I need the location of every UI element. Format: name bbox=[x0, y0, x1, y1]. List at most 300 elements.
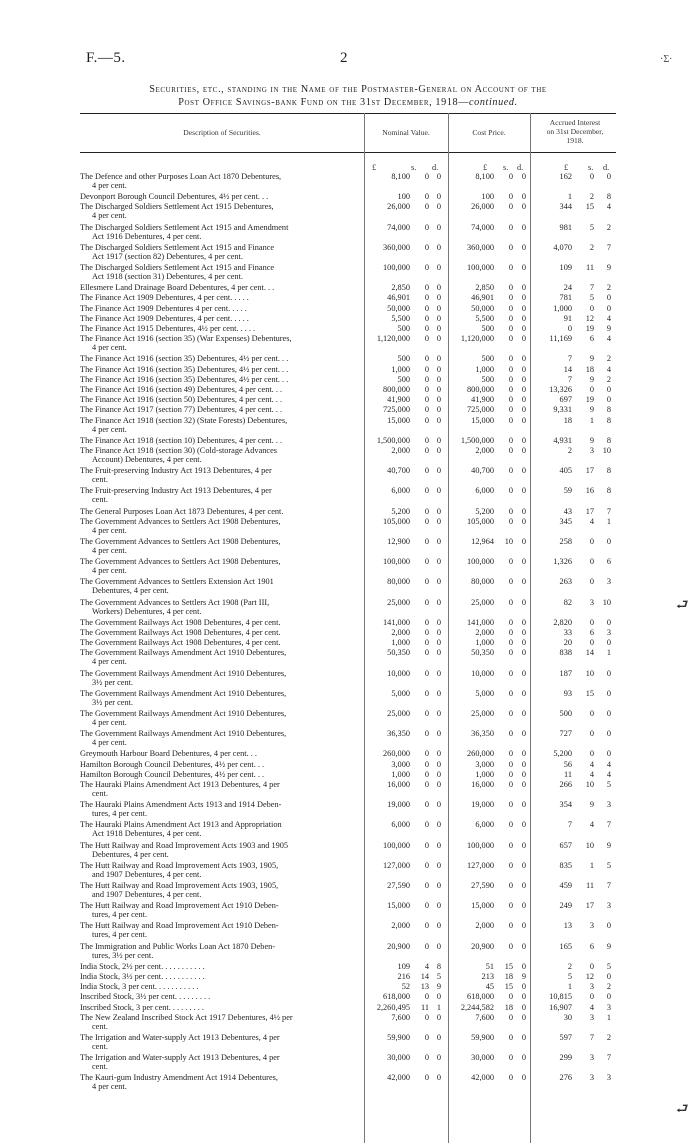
report-reference: F.—5. bbox=[86, 50, 126, 66]
accrued-interest-shillings: 17 bbox=[585, 506, 594, 516]
nominal-value-shillings: 0 bbox=[424, 820, 429, 830]
nominal-value-shillings: 0 bbox=[424, 749, 429, 759]
table-row bbox=[80, 537, 620, 556]
security-description bbox=[80, 1053, 364, 1071]
cost-price-pence: 0 bbox=[521, 192, 526, 202]
cost-price-pence: 0 bbox=[521, 668, 526, 678]
accrued-interest-pence: 8 bbox=[606, 435, 611, 445]
nominal-value-pence: 0 bbox=[436, 688, 441, 698]
description-continuation: 4 per cent. bbox=[92, 1082, 127, 1092]
cost-price-pounds: 15,000 bbox=[471, 901, 494, 911]
accrued-interest-pounds: 56 bbox=[563, 759, 572, 769]
table-row bbox=[80, 416, 620, 435]
cost-price-pence: 0 bbox=[521, 749, 526, 759]
nominal-value-shillings: 0 bbox=[424, 263, 429, 272]
table-row bbox=[80, 881, 620, 900]
description-line: The Government Railways Amendment Act 1910 Debentures, bbox=[80, 729, 287, 739]
description-continuation: 4 per cent. bbox=[92, 738, 127, 748]
cost-price-pence: 0 bbox=[521, 597, 526, 607]
accrued-interest-pence: 0 bbox=[606, 729, 611, 739]
cost-price-pence: 0 bbox=[521, 202, 526, 212]
accrued-interest-pence: 0 bbox=[606, 638, 611, 648]
nominal-value-pounds: 1,500,000 bbox=[376, 435, 410, 445]
nominal-value-pence: 0 bbox=[436, 385, 441, 394]
cost-price-pence: 0 bbox=[521, 992, 526, 1002]
accrued-interest-pence: 3 bbox=[606, 1002, 611, 1012]
accrued-interest-pence: 9 bbox=[606, 263, 611, 272]
nominal-value-pence: 0 bbox=[436, 800, 441, 810]
accrued-interest-shillings: 15 bbox=[585, 688, 594, 698]
description-continuation: cent. bbox=[92, 789, 108, 799]
cost-price-pounds: 12,964 bbox=[471, 537, 494, 546]
cost-price-shillings: 0 bbox=[508, 303, 513, 313]
table-row bbox=[80, 385, 620, 395]
accrued-interest-pence: 5 bbox=[606, 780, 611, 789]
cost-price-pounds: 127,000 bbox=[467, 860, 494, 870]
nominal-value-pence: 0 bbox=[436, 709, 441, 718]
cost-price-pounds: 360,000 bbox=[467, 242, 494, 252]
accrued-interest-shillings: 10 bbox=[585, 780, 594, 789]
table-row bbox=[80, 841, 620, 860]
table-row bbox=[80, 972, 620, 982]
description-line: The Government Advances to Settlers Act 1908 Debentures, bbox=[80, 537, 281, 546]
description-continuation: tures, 4 per cent. bbox=[92, 930, 148, 940]
description-line: The Hauraki Plains Amendment Act 1913 and Appropriation bbox=[80, 820, 282, 830]
cost-price-pounds: 1,500,000 bbox=[460, 435, 494, 445]
accrued-interest-pence: 4 bbox=[606, 334, 611, 344]
table-row bbox=[80, 1003, 620, 1013]
description-line: The Government Advances to Settlers Act 1908 Debentures, bbox=[80, 516, 281, 526]
column-header-nominal: Nominal Value. bbox=[382, 128, 430, 137]
cost-price-pence: 0 bbox=[521, 435, 526, 445]
nominal-value-pence: 0 bbox=[436, 192, 441, 202]
nominal-value-pence: 0 bbox=[436, 313, 441, 323]
nominal-value-shillings: 0 bbox=[424, 435, 429, 445]
security-description bbox=[80, 375, 364, 384]
nominal-value-pounds: 500 bbox=[397, 354, 410, 364]
nominal-value-pence: 0 bbox=[436, 668, 441, 678]
accrued-interest-pence: 8 bbox=[606, 466, 611, 476]
accrued-interest-shillings: 3 bbox=[589, 597, 594, 607]
cost-price-pounds: 2,000 bbox=[475, 628, 494, 637]
nominal-value-pounds: 25,000 bbox=[387, 597, 410, 607]
cost-price-shillings: 0 bbox=[508, 486, 513, 496]
table-row bbox=[80, 172, 620, 191]
table-row bbox=[80, 942, 620, 961]
nominal-value-pence: 0 bbox=[436, 303, 441, 313]
nominal-value-shillings: 0 bbox=[424, 597, 429, 607]
description-continuation: tures, 3½ per cent. bbox=[92, 950, 154, 960]
nominal-value-shillings: 0 bbox=[424, 192, 429, 202]
cost-price-pence: 0 bbox=[521, 769, 526, 779]
cost-price-pounds: 5,000 bbox=[475, 688, 494, 698]
nominal-value-pence: 0 bbox=[436, 1012, 441, 1022]
cost-price-pence: 0 bbox=[521, 354, 526, 364]
accrued-interest-shillings: 0 bbox=[589, 992, 594, 1002]
cost-price-pence: 0 bbox=[521, 446, 526, 455]
accrued-interest-pounds: 10,815 bbox=[549, 992, 572, 1002]
accrued-interest-shillings: 1 bbox=[589, 860, 594, 870]
cost-price-pence: 0 bbox=[521, 486, 526, 496]
security-description bbox=[80, 729, 364, 747]
cost-price-pence: 0 bbox=[521, 881, 526, 890]
description-line: The Finance Act 1909 Debentures, 4 per cent. . . . . bbox=[80, 293, 249, 303]
accrued-interest-pounds: 187 bbox=[559, 668, 572, 678]
cost-price-pounds: 100,000 bbox=[467, 263, 494, 272]
title-continued: continued. bbox=[469, 97, 518, 108]
cost-price-pence: 0 bbox=[521, 415, 526, 425]
security-description bbox=[80, 669, 364, 687]
security-description bbox=[80, 841, 364, 859]
accrued-interest-shillings: 9 bbox=[589, 800, 594, 810]
accrued-interest-pence: 0 bbox=[606, 992, 611, 1002]
description-line: The Finance Act 1916 (section 50) Debentures, 4 per cent. . . bbox=[80, 395, 283, 405]
accrued-interest-shillings: 6 bbox=[589, 941, 594, 951]
table-row bbox=[80, 598, 620, 617]
accrued-interest-pence: 0 bbox=[606, 617, 611, 627]
accrued-interest-shillings: 6 bbox=[589, 628, 594, 637]
table-row bbox=[80, 283, 620, 293]
cost-price-shillings: 0 bbox=[508, 759, 513, 769]
cost-price-pence: 0 bbox=[521, 648, 526, 658]
description-line: Inscribed Stock, 3½ per cent. . . . . . . . . bbox=[80, 992, 211, 1002]
nominal-value-pounds: 1,120,000 bbox=[376, 334, 410, 344]
security-description bbox=[80, 689, 364, 707]
unit-pence: d. bbox=[517, 163, 524, 172]
accrued-interest-pounds: 9,331 bbox=[553, 405, 572, 415]
table-row bbox=[80, 901, 620, 920]
cost-price-shillings: 0 bbox=[508, 415, 513, 425]
accrued-interest-shillings: 3 bbox=[589, 1012, 594, 1022]
cost-price-pence: 0 bbox=[521, 577, 526, 587]
nominal-value-pence: 1 bbox=[436, 1002, 441, 1012]
cost-price-pence: 0 bbox=[521, 1073, 526, 1083]
cost-price-pounds: 800,000 bbox=[467, 385, 494, 394]
description-line: Greymouth Harbour Board Debentures, 4 per cent. . . bbox=[80, 749, 257, 759]
nominal-value-pence: 0 bbox=[436, 820, 441, 830]
nominal-value-pence: 0 bbox=[436, 283, 441, 293]
nominal-value-shillings: 0 bbox=[424, 759, 429, 769]
cost-price-pence: 0 bbox=[521, 506, 526, 516]
nominal-value-shillings: 0 bbox=[424, 172, 429, 181]
table-row bbox=[80, 507, 620, 517]
accrued-interest-pence: 1 bbox=[606, 1012, 611, 1022]
accrued-interest-pounds: 1,000 bbox=[553, 303, 572, 313]
accrued-interest-pence: 7 bbox=[606, 1053, 611, 1063]
cost-price-pence: 0 bbox=[521, 820, 526, 830]
cost-price-pounds: 213 bbox=[481, 972, 494, 981]
description-line: Ellesmere Land Drainage Board Debentures, 4 per cent. . . bbox=[80, 283, 275, 293]
table-row bbox=[80, 962, 620, 972]
accrued-interest-pounds: 697 bbox=[559, 395, 572, 405]
nominal-value-pence: 0 bbox=[436, 921, 441, 931]
accrued-interest-pounds: 354 bbox=[559, 800, 572, 810]
cost-price-shillings: 0 bbox=[508, 881, 513, 890]
nominal-value-shillings: 0 bbox=[424, 385, 429, 394]
accrued-interest-pounds: 11 bbox=[564, 769, 572, 779]
nominal-value-shillings: 0 bbox=[424, 1012, 429, 1022]
nominal-value-pounds: 41,900 bbox=[387, 395, 410, 405]
security-description bbox=[80, 263, 364, 281]
cost-price-pounds: 42,000 bbox=[471, 1073, 494, 1083]
cost-price-pounds: 45 bbox=[485, 982, 494, 992]
nominal-value-shillings: 0 bbox=[424, 364, 429, 374]
accrued-interest-pounds: 405 bbox=[559, 466, 572, 476]
accrued-interest-shillings: 19 bbox=[585, 324, 594, 333]
description-line: The Government Railways Amendment Act 1910 Debentures, bbox=[80, 688, 287, 698]
accrued-interest-pounds: 16,907 bbox=[549, 1002, 572, 1012]
security-description bbox=[80, 324, 364, 333]
security-description bbox=[80, 749, 364, 758]
description-continuation: tures, 4 per cent. bbox=[92, 910, 148, 920]
nominal-value-pounds: 1,000 bbox=[391, 769, 410, 779]
cost-price-shillings: 0 bbox=[508, 648, 513, 658]
security-description bbox=[80, 416, 364, 434]
nominal-value-pence: 0 bbox=[436, 486, 441, 496]
description-continuation: and 1907 Debentures, 4 per cent. bbox=[92, 890, 202, 900]
accrued-interest-pence: 0 bbox=[606, 385, 611, 394]
cost-price-pence: 0 bbox=[521, 759, 526, 769]
table-row bbox=[80, 982, 620, 992]
table-row bbox=[80, 689, 620, 708]
cost-price-pence: 0 bbox=[521, 293, 526, 303]
cost-price-pounds: 3,000 bbox=[475, 759, 494, 769]
security-description bbox=[80, 861, 364, 879]
nominal-value-pounds: 5,200 bbox=[391, 506, 410, 516]
accrued-interest-shillings: 0 bbox=[589, 172, 594, 181]
cost-price-pounds: 26,000 bbox=[471, 202, 494, 212]
cost-price-shillings: 0 bbox=[508, 172, 513, 181]
accrued-interest-pence: 4 bbox=[606, 202, 611, 212]
accrued-interest-pounds: 13 bbox=[563, 921, 572, 931]
accrued-interest-pence: 7 bbox=[606, 506, 611, 516]
security-description bbox=[80, 507, 364, 516]
security-description bbox=[80, 577, 364, 595]
table-row bbox=[80, 486, 620, 505]
description-continuation: cent. bbox=[92, 475, 108, 485]
nominal-value-shillings: 0 bbox=[424, 840, 429, 850]
cost-price-pounds: 25,000 bbox=[471, 597, 494, 607]
accrued-interest-pounds: 781 bbox=[559, 293, 572, 303]
accrued-interest-shillings: 16 bbox=[585, 486, 594, 496]
cost-price-pence: 0 bbox=[521, 1012, 526, 1022]
cost-price-shillings: 0 bbox=[508, 941, 513, 951]
description-line: The Government Advances to Settlers Extension Act 1901 bbox=[80, 577, 274, 587]
accrued-interest-shillings: 0 bbox=[589, 638, 594, 648]
unit-pound: £ bbox=[372, 163, 377, 172]
accrued-interest-pounds: 981 bbox=[559, 222, 572, 232]
cost-price-shillings: 0 bbox=[508, 1033, 513, 1042]
description-line: The Defence and other Purposes Loan Act 1870 Debentures, bbox=[80, 172, 282, 181]
cost-price-shillings: 0 bbox=[508, 729, 513, 739]
nominal-value-pounds: 30,000 bbox=[387, 1053, 410, 1063]
description-line: The Hutt Railway and Road Improvement Acts 1903 and 1905 bbox=[80, 840, 289, 850]
nominal-value-pounds: 12,900 bbox=[387, 537, 410, 546]
security-description bbox=[80, 446, 364, 464]
cost-price-pence: 0 bbox=[521, 961, 526, 971]
nominal-value-pence: 0 bbox=[436, 1073, 441, 1083]
cost-price-shillings: 0 bbox=[508, 324, 513, 333]
nominal-value-pence: 0 bbox=[436, 435, 441, 445]
description-line: The Hutt Railway and Road Improvement Acts 1903, 1905, bbox=[80, 881, 279, 890]
cost-price-pence: 0 bbox=[521, 537, 526, 546]
nominal-value-pounds: 74,000 bbox=[387, 222, 410, 232]
table-row bbox=[80, 395, 620, 405]
accrued-interest-pence: 9 bbox=[606, 941, 611, 951]
nominal-value-pence: 0 bbox=[436, 263, 441, 272]
cost-price-pounds: 1,000 bbox=[475, 638, 494, 648]
accrued-interest-pounds: 500 bbox=[559, 709, 572, 718]
cost-price-shillings: 0 bbox=[508, 1053, 513, 1063]
accrued-interest-shillings: 9 bbox=[589, 354, 594, 364]
description-continuation: 4 per cent. bbox=[92, 343, 127, 353]
nominal-value-pounds: 800,000 bbox=[383, 385, 410, 394]
cost-price-shillings: 0 bbox=[508, 780, 513, 789]
corner-mark-icon: ·Σ· bbox=[660, 54, 673, 65]
description-continuation: cent. bbox=[92, 1062, 108, 1072]
accrued-interest-pence: 2 bbox=[606, 283, 611, 293]
table-row bbox=[80, 557, 620, 576]
accrued-interest-pounds: 597 bbox=[559, 1033, 572, 1042]
accrued-interest-shillings: 9 bbox=[589, 374, 594, 384]
accrued-interest-pence: 0 bbox=[606, 709, 611, 718]
nominal-value-pounds: 725,000 bbox=[383, 405, 410, 415]
description-continuation: Act 1917 (section 82) Debentures, 4 per cent. bbox=[92, 251, 243, 261]
security-description bbox=[80, 800, 364, 818]
description-line: Hamilton Borough Council Debentures, 4½ per cent. . . bbox=[80, 759, 265, 769]
description-continuation: Act 1916 Debentures, 4 per cent. bbox=[92, 231, 202, 241]
description-line: The Finance Act 1909 Debentures, 4 per cent. . . . . bbox=[80, 313, 249, 323]
table-row bbox=[80, 293, 620, 303]
accrued-interest-pounds: 13,326 bbox=[549, 385, 572, 394]
cost-price-pounds: 6,000 bbox=[475, 820, 494, 830]
nominal-value-shillings: 0 bbox=[424, 324, 429, 333]
description-line: The Finance Act 1917 (section 77) Debentures, 4 per cent. . . bbox=[80, 405, 283, 415]
table-row bbox=[80, 354, 620, 364]
cost-price-pounds: 51 bbox=[485, 961, 494, 971]
accrued-interest-shillings: 3 bbox=[589, 446, 594, 455]
accrued-interest-pence: 9 bbox=[606, 324, 611, 333]
description-line: The Irrigation and Water-supply Act 1913 Debentures, 4 per bbox=[80, 1053, 280, 1063]
security-description bbox=[80, 537, 364, 555]
nominal-value-pence: 0 bbox=[436, 446, 441, 455]
nominal-value-pounds: 100 bbox=[397, 192, 410, 202]
accrued-interest-pence: 2 bbox=[606, 982, 611, 992]
description-continuation: cent. bbox=[92, 495, 108, 505]
table-row bbox=[80, 446, 620, 465]
nominal-value-shillings: 0 bbox=[424, 405, 429, 415]
security-description bbox=[80, 1003, 364, 1012]
cost-price-pounds: 100,000 bbox=[467, 557, 494, 567]
cost-price-pence: 0 bbox=[521, 1053, 526, 1063]
nominal-value-pence: 0 bbox=[436, 769, 441, 779]
table-row bbox=[80, 770, 620, 780]
title-line-2: Post Office Savings-bank Fund on the 31st December, 1918—continued. bbox=[178, 97, 518, 108]
accrued-interest-pence: 1 bbox=[606, 516, 611, 526]
security-description bbox=[80, 354, 364, 363]
table-row bbox=[80, 618, 620, 628]
nominal-value-pence: 0 bbox=[436, 324, 441, 333]
accrued-interest-pounds: 249 bbox=[559, 901, 572, 911]
nominal-value-pence: 0 bbox=[436, 364, 441, 374]
accrued-interest-pence: 5 bbox=[606, 961, 611, 971]
accrued-interest-pence: 8 bbox=[606, 192, 611, 202]
nominal-value-pounds: 2,000 bbox=[391, 921, 410, 931]
description-line: Hamilton Borough Council Debentures, 4½ per cent. . . bbox=[80, 769, 265, 779]
cost-price-pounds: 1,000 bbox=[475, 364, 494, 374]
accrued-interest-pounds: 2,820 bbox=[553, 617, 572, 627]
description-line: The Finance Act 1909 Debentures 4 per cent. . . . . bbox=[80, 303, 247, 313]
table-row bbox=[80, 577, 620, 596]
nominal-value-pence: 5 bbox=[436, 972, 441, 981]
cost-price-shillings: 0 bbox=[508, 749, 513, 759]
accrued-interest-shillings: 18 bbox=[585, 364, 594, 374]
security-description bbox=[80, 172, 364, 190]
nominal-value-shillings: 0 bbox=[424, 628, 429, 637]
table-row bbox=[80, 669, 620, 688]
description-line: The General Purposes Loan Act 1873 Debentures, 4 per cent. bbox=[80, 506, 284, 516]
cost-price-pence: 0 bbox=[521, 385, 526, 394]
page-number: 2 bbox=[340, 50, 348, 66]
cost-price-pounds: 5,200 bbox=[475, 506, 494, 516]
cost-price-shillings: 0 bbox=[508, 577, 513, 587]
security-description bbox=[80, 223, 364, 241]
nominal-value-shillings: 4 bbox=[424, 961, 429, 971]
nominal-value-pounds: 105,000 bbox=[383, 516, 410, 526]
accrued-interest-shillings: 0 bbox=[589, 709, 594, 718]
nominal-value-shillings: 0 bbox=[424, 1033, 429, 1042]
description-line: The Discharged Soldiers Settlement Act 1915 and Amendment bbox=[80, 222, 289, 232]
cost-price-pounds: 46,901 bbox=[471, 293, 494, 303]
description-line: The Government Advances to Settlers Act 1908 Debentures, bbox=[80, 557, 281, 567]
cost-price-pence: 0 bbox=[521, 466, 526, 476]
description-line: The Finance Act 1915 Debentures, 4½ per cent. . . . . bbox=[80, 324, 256, 333]
accrued-interest-pounds: 4,931 bbox=[553, 435, 572, 445]
description-line: The Fruit-preserving Industry Act 1913 Debentures, 4 per bbox=[80, 466, 272, 476]
cost-price-pence: 0 bbox=[521, 242, 526, 252]
security-description bbox=[80, 395, 364, 404]
table-row bbox=[80, 334, 620, 353]
cost-price-pounds: 2,000 bbox=[475, 921, 494, 931]
description-continuation: 3½ per cent. bbox=[92, 697, 134, 707]
description-line: The Hutt Railway and Road Improvement Act 1910 Deben- bbox=[80, 921, 279, 931]
cost-price-shillings: 0 bbox=[508, 709, 513, 718]
security-description bbox=[80, 385, 364, 394]
nominal-value-shillings: 0 bbox=[424, 506, 429, 516]
accrued-interest-pounds: 165 bbox=[559, 941, 572, 951]
cost-price-pounds: 725,000 bbox=[467, 405, 494, 415]
unit-pound: £ bbox=[564, 163, 569, 172]
accrued-interest-pounds: 5 bbox=[567, 972, 572, 981]
cost-price-shillings: 0 bbox=[508, 688, 513, 698]
nominal-value-pounds: 20,900 bbox=[387, 941, 410, 951]
accrued-interest-pounds: 1 bbox=[567, 192, 572, 202]
nominal-value-pence: 0 bbox=[436, 597, 441, 607]
accrued-interest-shillings: 3 bbox=[589, 921, 594, 931]
nominal-value-shillings: 0 bbox=[424, 921, 429, 931]
description-continuation: 3½ per cent. bbox=[92, 677, 134, 687]
table-row bbox=[80, 1073, 620, 1092]
nominal-value-shillings: 0 bbox=[424, 486, 429, 496]
description-line: The Finance Act 1918 (section 32) (State Forests) Debentures, bbox=[80, 415, 288, 425]
table-row bbox=[80, 628, 620, 638]
accrued-interest-shillings: 0 bbox=[589, 303, 594, 313]
cost-price-pence: 0 bbox=[521, 303, 526, 313]
cost-price-pounds: 41,900 bbox=[471, 395, 494, 405]
cost-price-pounds: 10,000 bbox=[471, 668, 494, 678]
accrued-interest-pence: 0 bbox=[606, 749, 611, 759]
nominal-value-pence: 0 bbox=[436, 405, 441, 415]
